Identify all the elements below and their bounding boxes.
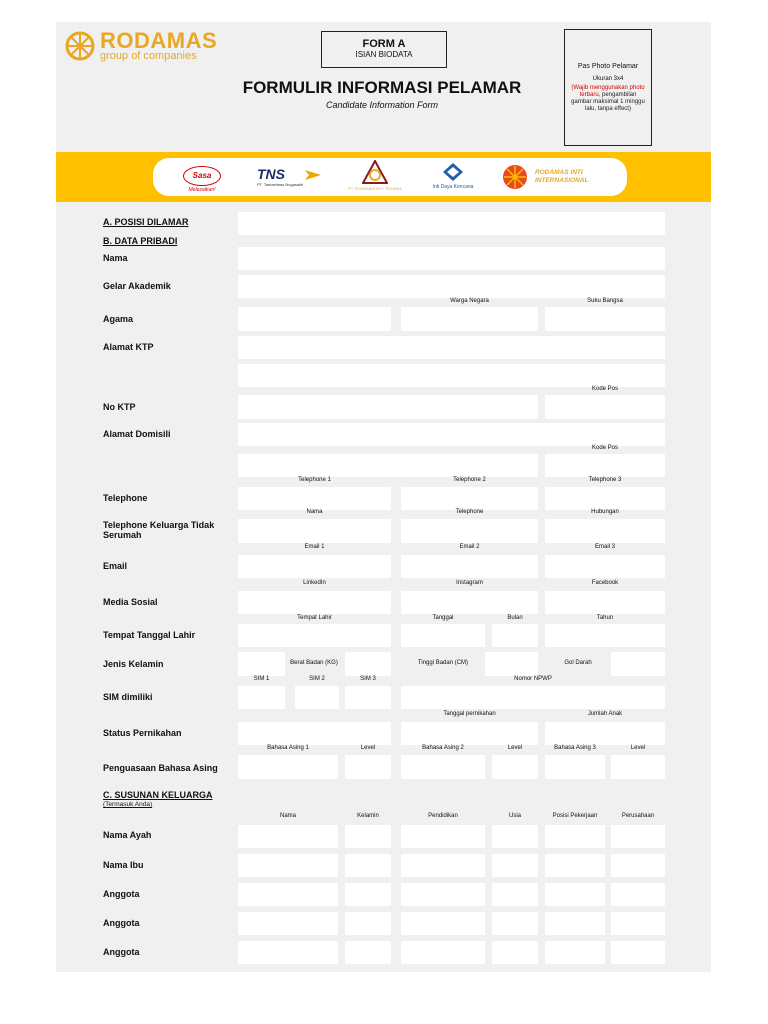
rii-wheel-icon [501, 163, 529, 191]
kontak-hubungan-input[interactable] [545, 519, 665, 543]
jenis-kelamin-label: Jenis Kelamin [103, 659, 164, 669]
sim-2-label: SIM 2 [309, 676, 325, 682]
tinggi-badan-label: Tinggi Badan (CM) [417, 660, 469, 666]
kontak-hubungan-label: Hubungan [591, 509, 619, 515]
tanggal-label: Tanggal [432, 615, 454, 621]
table-row-anggota1-pendidikan[interactable] [401, 883, 485, 906]
instagram-input[interactable] [401, 591, 538, 614]
telephone-3-input[interactable] [545, 487, 665, 510]
kode-pos-input-1[interactable] [545, 395, 665, 419]
bulan-lahir-input[interactable] [492, 624, 538, 647]
kontak-nama-input[interactable] [238, 519, 391, 543]
page-subtitle: Candidate Information Form [325, 100, 439, 110]
table-row-anggota2-posisi[interactable] [545, 912, 605, 935]
alamat-domisili-input[interactable] [238, 423, 665, 446]
telephone-2-label: Telephone 2 [453, 477, 486, 483]
photo-size: Ukuran 3x4 [592, 76, 624, 82]
email-3-input[interactable] [545, 555, 665, 578]
facebook-input[interactable] [545, 591, 665, 614]
sim-3-input[interactable] [345, 686, 391, 709]
agama-label: Agama [103, 314, 134, 324]
table-row-anggota1-kelamin[interactable] [345, 883, 391, 906]
table-row-anggota3-posisi[interactable] [545, 941, 605, 964]
bahasa-1-label: Bahasa Asing 1 [267, 745, 309, 751]
warga-negara-label: Warga Negara [450, 298, 489, 304]
kode-pos-label-2: Kode Pos [591, 445, 619, 451]
alamat-domisili-input-2[interactable] [238, 454, 538, 477]
warga-negara-input[interactable] [401, 307, 538, 331]
no-ktp-label: No KTP [103, 402, 136, 412]
idk-diamond-icon [442, 162, 464, 182]
company-tagline: group of companies [100, 50, 197, 62]
linkedin-input[interactable] [238, 591, 391, 614]
tempat-lahir-input[interactable] [238, 624, 391, 647]
table-row-ibu-nama[interactable] [238, 854, 338, 877]
kontak-telephone-input[interactable] [401, 519, 538, 543]
sim-1-label: SIM 1 [253, 676, 270, 682]
table-row-anggota2-kelamin[interactable] [345, 912, 391, 935]
npwp-label: Nomor NPWP [514, 676, 552, 682]
alamat-domisili-label: Alamat Domisili [103, 429, 171, 439]
sim-label: SIM dimiliki [103, 692, 153, 702]
sim-2-input[interactable] [295, 686, 339, 709]
idk-logo: Inti Daya Kencana [425, 162, 481, 190]
form-tag [321, 31, 447, 68]
section-a-title: A. POSISI DILAMAR [103, 217, 189, 227]
section-c-note: (Termasuk Anda) [103, 801, 153, 808]
facebook-label: Facebook [591, 580, 619, 586]
table-row-ibu-perusahaan[interactable] [611, 854, 665, 877]
table-row-anggota1-perusahaan[interactable] [611, 883, 665, 906]
bahasa-asing-label: Penguasaan Bahasa Asing [103, 763, 218, 773]
ttl-label: Tempat Tanggal Lahir [103, 630, 196, 640]
table-row-anggota3-nama[interactable] [238, 941, 338, 964]
tempat-lahir-label: Tempat Lahir [297, 615, 332, 621]
status-pernikahan-label: Status Pernikahan [103, 728, 182, 738]
gelar-input[interactable] [238, 275, 665, 298]
section-b-title: B. DATA PRIBADI [103, 236, 178, 246]
jenis-kelamin-input[interactable] [238, 652, 285, 676]
sasa-logo: Sasa Melezatkan! [183, 166, 221, 193]
telephone-1-label: Telephone 1 [298, 477, 331, 483]
form-tag-title: FORM A [362, 38, 406, 50]
media-sosial-label: Media Sosial [103, 597, 158, 607]
page-title: FORMULIR INFORMASI PELAMAR [242, 78, 522, 97]
bahasa-3-input[interactable] [545, 755, 605, 779]
kode-pos-input-2[interactable] [545, 454, 665, 477]
anggota-3-label: Anggota [103, 947, 140, 957]
tahun-label: Tahun [596, 615, 614, 621]
table-row-anggota1-nama[interactable] [238, 883, 338, 906]
table-row-ibu-kelamin[interactable] [345, 854, 391, 877]
table-row-ayah-kelamin[interactable] [345, 825, 391, 848]
level-2-input[interactable] [492, 755, 538, 779]
table-row-anggota3-pendidikan[interactable] [401, 941, 485, 964]
table-row-anggota2-usia[interactable] [492, 912, 538, 935]
photo-title: Pas Photo Pelamar [577, 63, 639, 70]
alamat-ktp-input[interactable] [238, 336, 665, 359]
table-row-ayah-pendidikan[interactable] [401, 825, 485, 848]
nama-input[interactable] [238, 247, 665, 270]
family-usia-header: Usia [508, 813, 521, 819]
suku-bangsa-input[interactable] [545, 307, 665, 331]
table-row-ayah-posisi[interactable] [545, 825, 605, 848]
rit-triangle-icon [362, 160, 388, 184]
email-2-label: Email 2 [459, 544, 480, 550]
telephone-label: Telephone [103, 493, 148, 503]
table-row-anggota3-perusahaan[interactable] [611, 941, 665, 964]
bulan-label: Bulan [507, 615, 523, 621]
berat-badan-label: Berat Badan (KG) [290, 660, 338, 666]
section-c-title: C. SUSUNAN KELUARGA [103, 790, 213, 800]
jumlah-anak-label: Jumlah Anak [587, 711, 623, 717]
table-row-ayah-perusahaan[interactable] [611, 825, 665, 848]
kontak-nama-label: Nama [306, 509, 323, 515]
level-1-input[interactable] [345, 755, 391, 779]
tanggal-pernikahan-label: Tanggal pernikahan [443, 711, 496, 717]
email-1-input[interactable] [238, 555, 391, 578]
nama-ibu-label: Nama Ibu [103, 860, 144, 870]
table-row-anggota2-perusahaan[interactable] [611, 912, 665, 935]
posisi-input[interactable] [238, 212, 665, 235]
tahun-lahir-input[interactable] [545, 624, 665, 647]
agama-input[interactable] [238, 307, 391, 331]
table-row-ibu-posisi[interactable] [545, 854, 605, 877]
npwp-input[interactable] [401, 686, 665, 709]
level-1-label: Level [360, 745, 376, 751]
anggota-2-label: Anggota [103, 918, 140, 928]
sim-1-input[interactable] [238, 686, 285, 709]
table-row-ayah-usia[interactable] [492, 825, 538, 848]
berat-badan-input[interactable] [345, 652, 391, 676]
email-label: Email [103, 561, 128, 571]
kode-pos-label-1: Kode Pos [591, 386, 619, 392]
bahasa-3-label: Bahasa Asing 3 [554, 745, 596, 751]
table-row-anggota3-usia[interactable] [492, 941, 538, 964]
tinggi-badan-input[interactable] [485, 652, 538, 676]
kontak-telephone-label: Telephone [455, 509, 484, 515]
gelar-label: Gelar Akademik [103, 281, 171, 291]
table-row-anggota3-kelamin[interactable] [345, 941, 391, 964]
family-posisi-header: Posisi Pekerjaan [552, 813, 598, 819]
wheel-icon [64, 30, 96, 62]
form-tag-subtitle: ISIAN BIODATA [355, 50, 413, 59]
family-nama-header: Nama [279, 813, 296, 819]
nama-label: Nama [103, 253, 128, 263]
nama-ayah-label: Nama Ayah [103, 830, 152, 840]
gol-darah-input[interactable] [611, 652, 665, 676]
family-perusahaan-header: Perusahaan [621, 813, 655, 819]
alamat-ktp-label: Alamat KTP [103, 342, 154, 352]
photo-note [565, 85, 651, 113]
sim-3-label: SIM 3 [360, 676, 376, 682]
bahasa-2-input[interactable] [401, 755, 485, 779]
suku-bangsa-label: Suku Bangsa [587, 298, 623, 304]
table-row-anggota1-posisi[interactable] [545, 883, 605, 906]
alamat-ktp-input-2[interactable] [238, 364, 665, 387]
company-logo [64, 28, 218, 64]
photo-note-required: (Wajib menggunakan photo terbaru, [571, 85, 645, 98]
rit-logo: PT. RODAMAS INTI TEKNIKA [335, 160, 415, 191]
table-row-ibu-pendidikan[interactable] [401, 854, 485, 877]
family-pendidikan-header: Pendidikan [428, 813, 458, 819]
company-name: RODAMAS [100, 28, 218, 53]
telephone-2-input[interactable] [401, 487, 538, 510]
anggota-1-label: Anggota [103, 889, 140, 899]
email-1-label: Email 1 [304, 544, 325, 550]
instagram-label: Instagram [456, 580, 483, 586]
jumlah-anak-input[interactable] [545, 722, 665, 745]
telp-keluarga-label: Telephone Keluarga Tidak Serumah [103, 520, 215, 540]
bahasa-1-input[interactable] [238, 755, 338, 779]
status-pernikahan-input[interactable] [238, 722, 391, 745]
bahasa-2-label: Bahasa Asing 2 [422, 745, 464, 751]
family-kelamin-header: Kelamin [357, 813, 379, 819]
table-row-anggota2-nama[interactable] [238, 912, 338, 935]
tanggal-pernikahan-input[interactable] [401, 722, 538, 745]
email-2-input[interactable] [401, 555, 538, 578]
level-3-label: Level [630, 745, 646, 751]
email-3-label: Email 3 [594, 544, 615, 550]
telephone-3-label: Telephone 3 [588, 477, 622, 483]
linkedin-label: LinkedIn [303, 580, 326, 586]
table-row-anggota2-pendidikan[interactable] [401, 912, 485, 935]
photo-note-rest: pengambilan gambar maksimal 1 minggu lalu, tanpa effect) [571, 92, 645, 112]
level-3-input[interactable] [611, 755, 665, 779]
partner-logos: Sasa Melezatkan! TNS PT. Tamaelmas Nugasakti PT. RODAMAS INTI TEKNIKA Inti Daya Kencana RODAMAS INTI INTERNASIONAL [153, 158, 627, 196]
gol-darah-label: Gol Darah [564, 660, 592, 666]
no-ktp-input[interactable] [238, 395, 538, 419]
table-row-ayah-nama[interactable] [238, 825, 338, 848]
table-row-ibu-usia[interactable] [492, 854, 538, 877]
photo-box[interactable] [564, 29, 652, 146]
tns-arrow-icon [305, 170, 321, 180]
tanggal-lahir-input[interactable] [401, 624, 485, 647]
table-row-anggota1-usia[interactable] [492, 883, 538, 906]
level-2-label: Level [507, 745, 523, 751]
tns-logo: TNS PT. Tamaelmas Nugasakti [257, 166, 304, 187]
telephone-1-input[interactable] [238, 487, 391, 510]
